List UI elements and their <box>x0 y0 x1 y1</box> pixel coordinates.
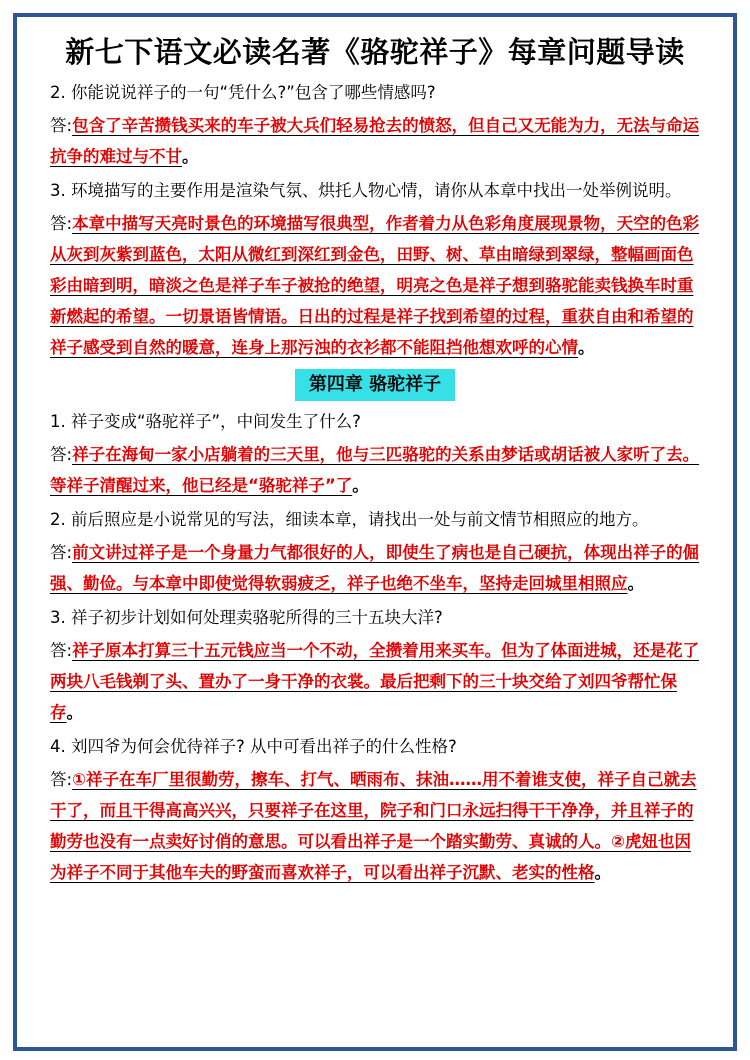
chapter-heading-row <box>50 369 700 401</box>
question-text: 2. 前后照应是小说常见的写法，细读本章，请找出一处与前文情节相照应的地方。 <box>50 510 649 529</box>
answer-label: 答: <box>50 214 73 233</box>
answer-label: 答: <box>50 543 73 562</box>
answer-content: ①祥子在车厂里很勤劳，擦车、打气、晒雨布、抹油……用不着谁支使，祥子自己就去干了，而且干得高高兴兴，只要祥子在这里，院子和门口永远扫得干干净净，并且祥子的勤劳也没有一点卖好讨俏的意思。可以看出祥子是一个踏实勤劳、真诚的人。②虎妞也因为祥子不同于其他车夫的野蛮而喜欢祥子，可以看出祥子沉默、老实的性格 <box>50 770 697 882</box>
answer-label: 答: <box>50 116 73 135</box>
answer-text <box>50 764 700 888</box>
question-text: 3. 环境描写的主要作用是渲染气氛、烘托人物心情，请你从本章中找出一处举例说明。 <box>50 181 682 200</box>
document-title: 新七下语文必读名著《骆驼祥子》每章问题导读 <box>65 35 685 69</box>
answer-label: 答: <box>50 770 73 789</box>
question-text: 4. 刘四爷为何会优待祥子? 从中可看出祥子的什么性格? <box>50 737 457 756</box>
answer-end-mark: 。 <box>627 574 644 593</box>
answer-content: 包含了辛苦攒钱买来的车子被大兵们轻易抢去的愤怒，但自己又无能为力，无法与命运抗争的难过与不甘 <box>50 116 700 166</box>
answer-text <box>50 537 700 599</box>
answer-end-mark: 。 <box>594 863 611 882</box>
question-text: 2. 你能说说祥子的一句“凭什么?”包含了哪些情感吗? <box>50 83 436 102</box>
answer-end-mark: 。 <box>352 476 369 495</box>
answer-end-mark: 。 <box>66 703 83 722</box>
chapter-heading: 第四章 骆驼祥子 <box>295 369 455 401</box>
answer-content: 祥子在海甸一家小店躺着的三天里，他与三匹骆驼的关系由梦话或胡话被人家听了去。等祥子清醒过来，他已经是“骆驼祥子”了 <box>50 445 700 495</box>
answer-text <box>50 208 700 363</box>
answer-content: 前文讲过祥子是一个身量力气都很好的人，即使生了病也是自己硬抗，体现出祥子的倔强、勤俭。与本章中即使觉得软弱疲乏，祥子也绝不坐车，坚持走回城里相照应 <box>50 543 700 593</box>
answer-text <box>50 110 700 172</box>
document-body <box>50 30 700 890</box>
answer-end-mark: 。 <box>182 147 199 166</box>
question-text: 3. 祥子初步计划如何处理卖骆驼所得的三十五块大洋? <box>50 608 443 627</box>
answer-label: 答: <box>50 641 73 660</box>
answer-end-mark: 。 <box>578 338 595 357</box>
answer-content: 本章中描写天亮时景色的环境描写很典型，作者着力从色彩角度展现景物，天空的色彩从灰到灰紫到蓝色，太阳从微红到深红到金色，田野、树、草由暗绿到翠绿，整幅画面色彩由暗到明，暗淡之色是祥子车子被抢的绝望，明亮之色是祥子想到骆驼能卖钱换车时重新燃起的希望。一切景语皆情语。日出的过程是祥子找到希望的过程，重获自由和希望的祥子感受到自然的暖意，连身上那污浊的衣衫都不能阻挡他想欢呼的心情 <box>50 214 700 357</box>
answer-text <box>50 439 700 501</box>
answer-label: 答: <box>50 445 73 464</box>
question-text: 1. 祥子变成“骆驼祥子”，中间发生了什么? <box>50 412 361 431</box>
answer-text <box>50 635 700 728</box>
answer-content: 祥子原本打算三十五元钱应当一个不动，全攒着用来买车。但为了体面进城，还是花了两块八毛钱剃了头、置办了一身干净的衣裳。最后把剩下的三十块交给了刘四爷帮忙保存 <box>50 641 700 722</box>
